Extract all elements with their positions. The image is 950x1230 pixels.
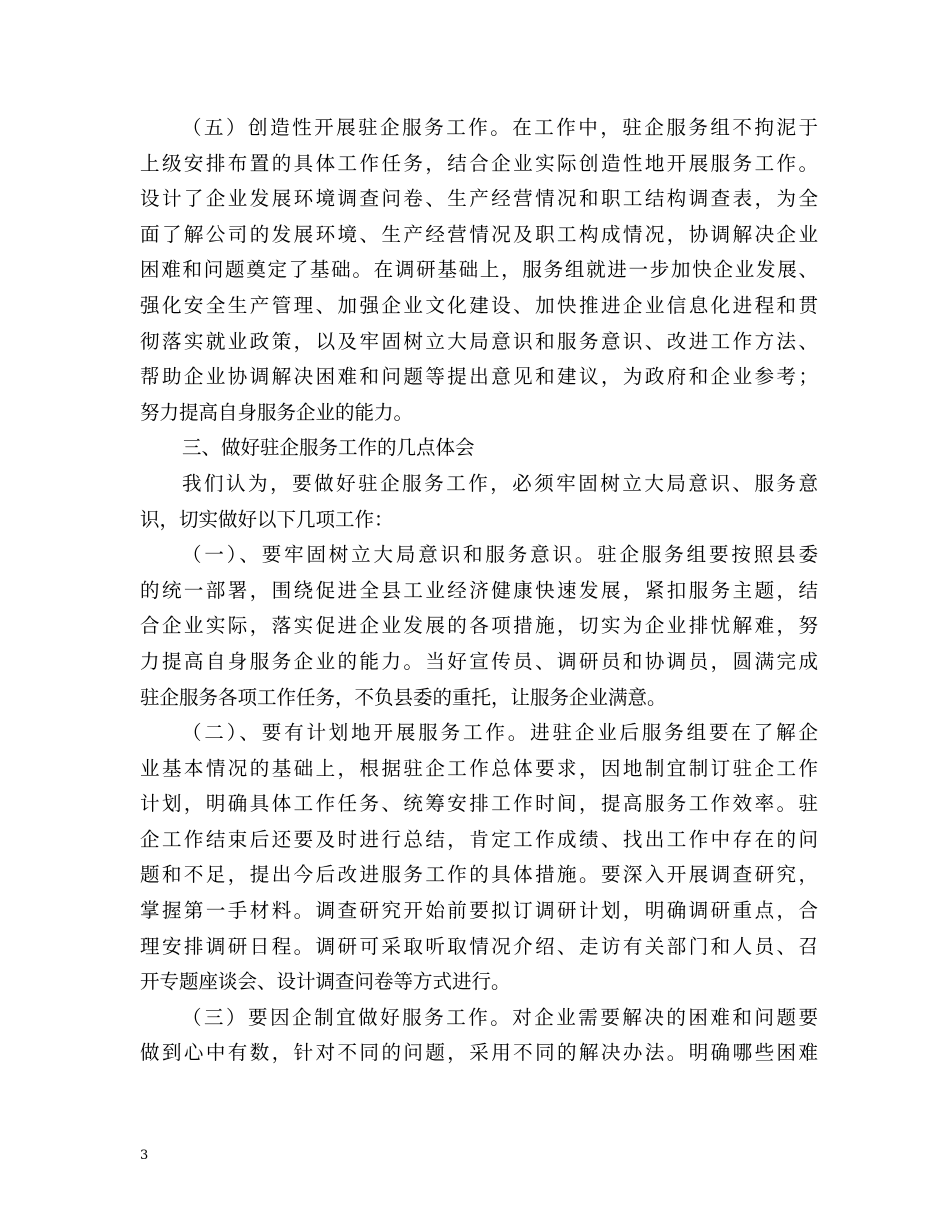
text-line: （二）、要有计划地开展服务工作。进驻企业后服务组要在了解企: [182, 721, 818, 745]
text-line: 理安排调研日程。调研可采取听取情况介绍、走访有关部门和人员、召: [140, 934, 818, 958]
text-line: 掌握第一手材料。调查研究开始前要拟订调研计划，明确调研重点，合: [140, 899, 818, 923]
text-line: 努力提高自身服务企业的能力。: [140, 400, 414, 424]
body-text: [140, 110, 818, 1071]
page-number: 3: [140, 1148, 149, 1163]
text-line: 设计了企业发展环境调查问卷、生产经营情况和职工结构调查表，为全: [140, 187, 818, 211]
text-line: （一）、要牢固树立大局意识和服务意识。驻企服务组要按照县委: [182, 543, 818, 567]
text-line: 三、做好驻企服务工作的几点体会: [182, 436, 475, 460]
text-line: 驻企服务各项工作任务，不负县委的重托，让服务企业满意。: [140, 685, 667, 709]
text-line: 力提高自身服务企业的能力。当好宣传员、调研员和协调员，圆满完成: [140, 649, 818, 673]
text-line: 计划，明确具体工作任务、统筹安排工作时间，提高服务工作效率。驻: [140, 792, 818, 816]
text-line: 合企业实际，落实促进企业发展的各项措施，切实为企业排忧解难，努: [140, 614, 818, 638]
text-line: 企工作结束后还要及时进行总结，肯定工作成绩、找出工作中存在的问: [140, 827, 818, 851]
text-line: 我们认为，要做好驻企服务工作，必须牢固树立大局意识、服务意: [182, 471, 818, 495]
text-line: 上级安排布置的具体工作任务，结合企业实际创造性地开展服务工作。: [140, 151, 818, 175]
text-line: 开专题座谈会、设计调查问卷等方式进行。: [140, 970, 511, 994]
text-line: （三）要因企制宜做好服务工作。对企业需要解决的困难和问题要: [182, 1005, 818, 1029]
text-line: 彻落实就业政策，以及牢固树立大局意识和服务意识、改进工作方法、: [140, 329, 818, 353]
text-line: 业基本情况的基础上，根据驻企工作总体要求，因地制宜制订驻企工作: [140, 756, 818, 780]
text-line: （五）创造性开展驻企服务工作。在工作中，驻企服务组不拘泥于: [182, 116, 818, 139]
text-line: 强化安全生产管理、加强企业文化建设、加快推进企业信息化进程和贯: [140, 293, 818, 317]
text-line: 帮助企业协调解决困难和问题等提出意见和建议，为政府和企业参考；: [140, 365, 818, 389]
text-line: 题和不足，提出今后改进服务工作的具体措施。要深入开展调查研究，: [140, 863, 818, 887]
text-line: 识，切实做好以下几项工作：: [140, 507, 394, 531]
text-line: 困难和问题奠定了基础。在调研基础上，服务组就进一步加快企业发展、: [140, 258, 818, 282]
text-line: 面了解公司的发展环境、生产经营情况及职工构成情况，协调解决企业: [140, 222, 818, 246]
text-line: 做到心中有数，针对不同的问题，采用不同的解决办法。明确哪些困难: [140, 1041, 818, 1065]
text-line: 的统一部署，围绕促进全县工业经济健康快速发展，紧扣服务主题，结: [140, 578, 818, 602]
